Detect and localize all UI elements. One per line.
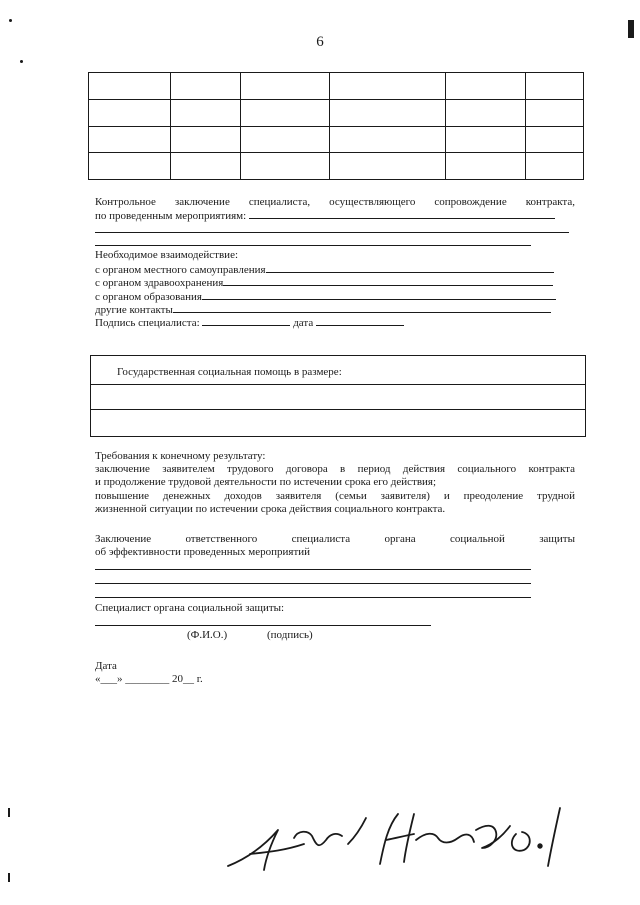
specialist-signature-caption: (подпись): [267, 629, 313, 641]
table-row: [89, 99, 584, 126]
control-conclusion-label: по проведенным мероприятиям:: [95, 210, 247, 222]
specialist-signature-row: [95, 316, 404, 329]
interaction-item-education: [95, 290, 556, 303]
requirements-line4: жизненной ситуации по истечении срока действия социального контракта.: [95, 503, 446, 515]
date-field[interactable]: [316, 316, 404, 326]
conclusion-entry-line: [95, 597, 531, 598]
control-conclusion-line2: [95, 209, 555, 222]
handwritten-signature: [220, 800, 580, 880]
interaction-item-label: с органом здравоохранения: [95, 277, 224, 289]
control-conclusion-line1: Контрольное заключение специалиста, осуществляющего сопровождение контракта,: [95, 196, 575, 208]
official-conclusion-line1: Заключение ответственного специалиста органа социальной защиты: [95, 533, 575, 545]
state-aid-row: [91, 356, 585, 385]
scan-dot-top: [9, 19, 12, 22]
table-row: [89, 126, 584, 153]
specialist-fio-caption: (Ф.И.О.): [187, 629, 228, 641]
requirements-line1: заключение заявителем трудового договора в период действия социального контракта: [95, 463, 575, 475]
state-aid-box: [90, 355, 586, 437]
date-label: Дата: [95, 660, 117, 672]
requirements-line2: и продолжение трудовой деятельности по истечении срока его действия;: [95, 476, 437, 488]
signature-label: Подпись специалиста:: [95, 317, 200, 329]
table-row: [89, 73, 584, 100]
signature-field[interactable]: [202, 316, 290, 326]
requirements-heading: Требования к конечному результату:: [95, 450, 266, 462]
date-template: «___» ________ 20__ г.: [95, 673, 203, 685]
state-aid-row[interactable]: [91, 385, 585, 410]
conclusion-entry-line: [95, 569, 531, 570]
page-number: 6: [316, 34, 324, 50]
scan-dot-upper: [20, 60, 23, 63]
interaction-item-other: [95, 303, 551, 316]
interaction-item-label: другие контакты: [95, 304, 173, 316]
scan-tick-lower: [8, 808, 10, 817]
conclusion-entry-line: [95, 583, 531, 584]
interaction-item-label: с органом образования: [95, 291, 202, 303]
interaction-item-health: [95, 276, 553, 289]
scan-edge-mark: [628, 20, 634, 38]
table-row: [89, 153, 584, 180]
interaction-field[interactable]: [173, 303, 551, 313]
official-conclusion-line2: об эффективности проведенных мероприятий: [95, 546, 311, 558]
scan-tick-bottom: [8, 873, 10, 882]
state-aid-label: Государственная социальная помощь в размере:: [117, 366, 342, 378]
interaction-item-label: с органом местного самоуправления: [95, 264, 266, 276]
empty-table: [88, 72, 584, 180]
interaction-field[interactable]: [202, 290, 556, 300]
conclusion-field[interactable]: [249, 209, 555, 219]
specialist-label: Специалист органа социальной защиты:: [95, 602, 285, 614]
interaction-field[interactable]: [266, 263, 554, 273]
conclusion-line: [95, 232, 569, 233]
date-label: дата: [293, 317, 314, 329]
requirements-line3: повышение денежных доходов заявителя (семьи заявителя) и преодоление трудной: [95, 490, 575, 502]
interaction-field[interactable]: [223, 276, 553, 286]
interaction-item-local-government: [95, 263, 554, 276]
specialist-entry-line: [95, 625, 431, 626]
interaction-heading: Необходимое взаимодействие:: [95, 249, 239, 261]
conclusion-line: [95, 245, 531, 246]
